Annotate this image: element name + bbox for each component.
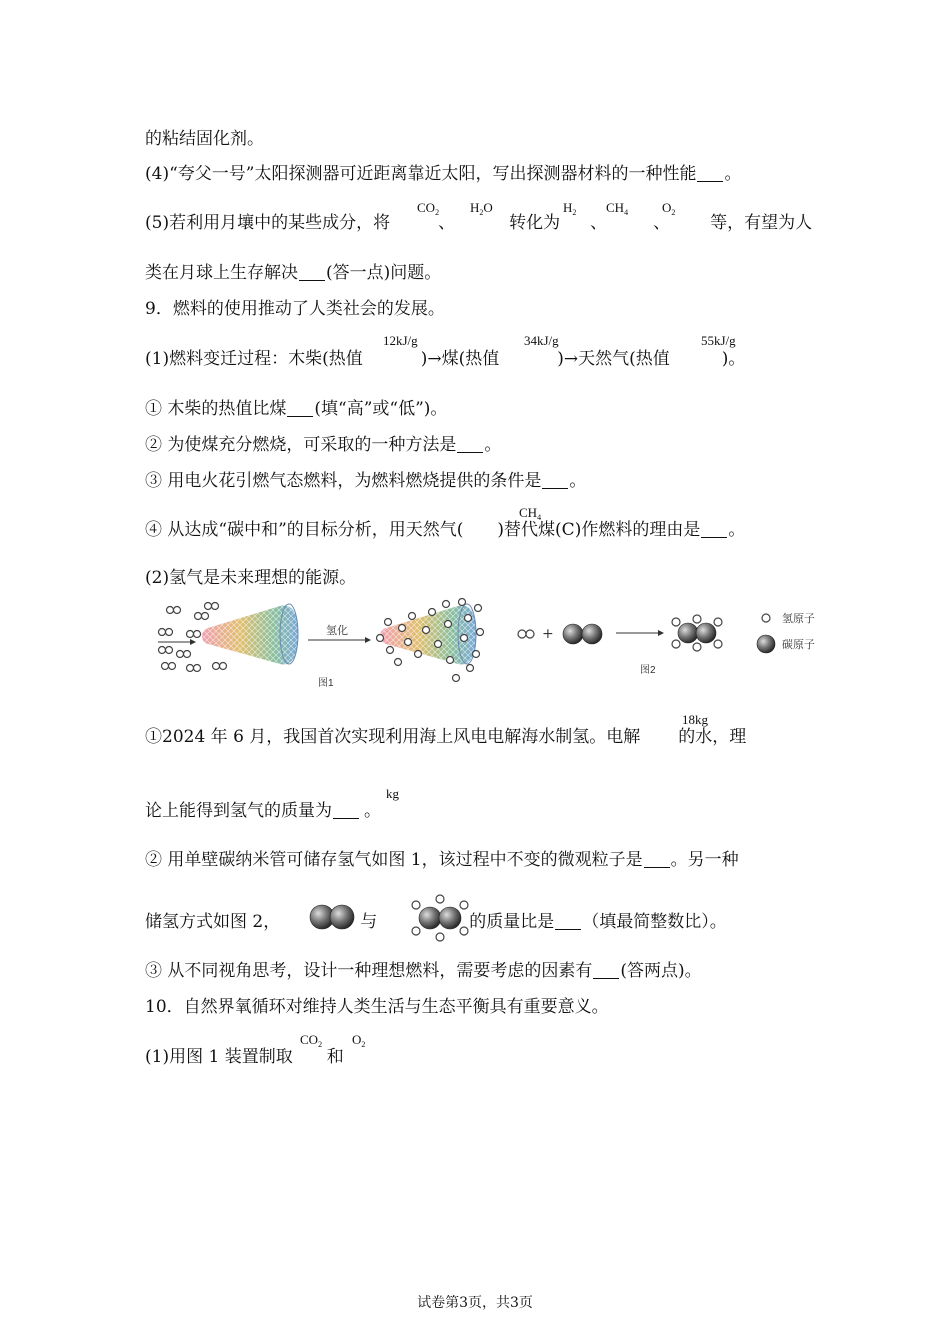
formula-co2: $CO_2$ xyxy=(417,200,440,217)
answer-blank[interactable] xyxy=(555,915,581,930)
answer-blank[interactable] xyxy=(287,402,313,417)
mass-value: 18kg xyxy=(682,712,708,727)
formula-h2o: $H_2O$ xyxy=(470,200,493,217)
question-9-title: 9．燃料的使用推动了人类社会的发展。 xyxy=(145,299,445,319)
legend xyxy=(757,611,815,653)
text-line: 的粘结固化剂。 xyxy=(145,129,264,149)
reaction-equation xyxy=(518,615,722,651)
text-line: 类在月球上生存解决 (答一点)问题。 xyxy=(145,263,442,283)
answer-blank[interactable] xyxy=(333,804,359,819)
heat-value-wood: 12kJ/g xyxy=(383,333,418,348)
carbon-nanotube xyxy=(202,604,298,664)
svg-text:碳原子: 碳原子 xyxy=(782,639,815,651)
sub-question-3: ③ 用电火花引燃气态燃料，为燃料燃烧提供的条件是 。 xyxy=(145,471,587,491)
question-10-title: 10．自然界氧循环对维持人类生活与生态平衡具有重要意义。 xyxy=(145,997,609,1017)
question-9-2: (2)氢气是未来理想的能源。 xyxy=(145,568,357,588)
formula-o2: $O_2$ xyxy=(662,200,676,217)
answer-blank[interactable] xyxy=(299,266,325,281)
unit-kg: kg xyxy=(386,786,399,801)
sub-question-h2-1: ①2024 年 6 月，我国首次实现利用海上风电电解海水制氢。电解 的水，理 xyxy=(145,727,747,747)
formula-ch4: $CH_4$ xyxy=(519,505,542,522)
hydrogenated-nanotube xyxy=(377,599,484,682)
answer-blank[interactable] xyxy=(701,523,727,538)
answer-blank[interactable] xyxy=(697,167,723,182)
svg-text:+: + xyxy=(542,626,554,642)
formula-o2: $O_2$ xyxy=(352,1032,366,1049)
arrow-label: 氢化 xyxy=(326,625,348,637)
answer-blank[interactable] xyxy=(593,964,619,979)
sub-question-h2-2: ② 用单壁碳纳米管可储存氢气如图 1，该过程中不变的微观粒子是 。另一种 xyxy=(145,850,739,870)
sub-question-1: ① 木柴的热值比煤 (填“高”或“低”)。 xyxy=(145,399,448,419)
question-5: (5)若利用月壤中的某些成分，将 、 转化为 、 、 等，有望为人 xyxy=(145,213,813,233)
ethyne-molecule-icon xyxy=(302,895,362,941)
text-line: 论上能得到氢气的质量为 。 xyxy=(145,801,381,821)
svg-text:氢原子: 氢原子 xyxy=(782,613,815,625)
formula-co2: $CO_2$ xyxy=(300,1032,323,1049)
sub-question-4: ④ 从达成“碳中和”的目标分析，用天然气( )替代煤(C)作燃料的理由是 。 xyxy=(145,520,746,540)
answer-blank[interactable] xyxy=(542,474,568,489)
text-line: 储氢方式如图 2， 与 的质量比是 （填最简整数比）。 xyxy=(145,912,727,932)
question-10-1: (1)用图 1 装置制取 和 xyxy=(145,1047,344,1067)
answer-blank[interactable] xyxy=(457,438,483,453)
figure-2-caption: 图2 xyxy=(640,665,656,676)
sub-question-2: ② 为使煤充分燃烧，可采取的一种方法是 。 xyxy=(145,435,502,455)
question-9-1: (1)燃料变迁过程：木柴(热值 )→煤(热值 )→天然气(热值 )。 xyxy=(145,349,746,369)
sub-question-h2-3: ③ 从不同视角思考，设计一种理想燃料，需要考虑的因素有 (答两点)。 xyxy=(145,961,702,981)
page-footer: 试卷第3页，共3页 xyxy=(417,1295,533,1311)
figure-1-caption: 图1 xyxy=(318,678,334,689)
heat-value-gas: 55kJ/g xyxy=(701,333,736,348)
heat-value-coal: 34kJ/g xyxy=(524,333,559,348)
question-4: (4)“夸父一号”太阳探测器可近距离靠近太阳，写出探测器材料的一种性能 。 xyxy=(145,164,742,184)
answer-blank[interactable] xyxy=(644,853,670,868)
hydrogen-storage-figure xyxy=(150,598,830,696)
ethene-molecule-icon xyxy=(408,893,472,943)
formula-ch4: $CH_4$ xyxy=(606,200,629,217)
formula-h2: $H_2$ xyxy=(563,200,577,217)
